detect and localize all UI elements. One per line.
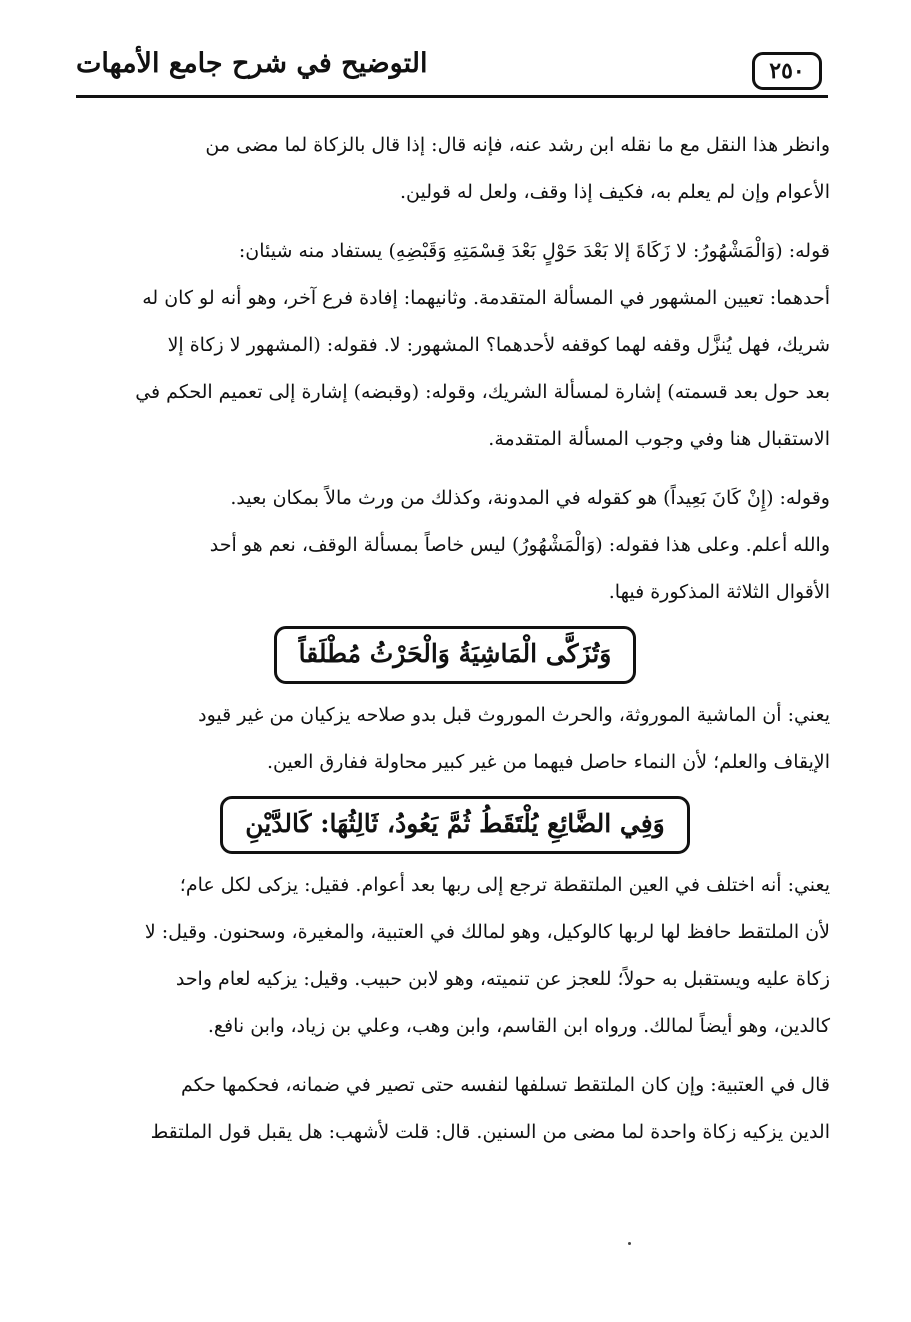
page-body: [80, 122, 830, 1156]
text-line: قال في العتبية: وإن كان الملتقط تسلفها لنفسه حتى تصير في ضمانه، فحكمها حكم: [181, 1074, 830, 1096]
text-line: وقوله: (إِنْ كَانَ بَعِيداً) هو كقوله في المدونة، وكذلك من ورث مالاً بمكان بعيد.: [230, 487, 830, 509]
text-line: يعني: أنه اختلف في العين الملتقطة ترجع إلى ربها بعد أعوام. فقيل: يزكى لكل عام؛: [179, 874, 830, 896]
text-line: زكاة عليه ويستقبل به حولاً؛ للعجز عن تنميته، وهو لابن حبيب. وقيل: يزكيه لعام واحد: [175, 968, 830, 990]
paragraph-1: [80, 122, 830, 216]
text-line: يعني: أن الماشية الموروثة، والحرث الموروث قبل بدو صلاحه يزكيان من غير قيود: [198, 704, 830, 726]
text-line: الأعوام وإن لم يعلم به، فكيف إذا وقف، ولعل له قولين.: [399, 181, 830, 203]
paragraph-3: [80, 475, 830, 616]
paragraph-4: [80, 692, 830, 786]
page-number: ٢٥٠: [752, 52, 822, 90]
text-line: شريك، فهل يُنزَّل وقفه لهما كوقفه لأحدهما؟ المشهور: لا. فقوله: (المشهور لا زكاة إلا: [167, 334, 830, 356]
text-line: بعد حول بعد قسمته) إشارة لمسألة الشريك، وقوله: (وقبضه) إشارة إلى تعميم الحكم في: [135, 381, 830, 403]
paragraph-6: [80, 1062, 830, 1156]
text-line: كالدين، وهو أيضاً لمالك. ورواه ابن القاسم، وابن وهب، وعلي بن زياد، وابن نافع.: [207, 1015, 830, 1037]
paragraph-5: [80, 862, 830, 1050]
text-line: وانظر هذا النقل مع ما نقله ابن رشد عنه، فإنه قال: إذا قال بالزكاة لما مضى من: [205, 134, 830, 156]
scan-speck: [628, 1242, 631, 1245]
text-line: الإيقاف والعلم؛ لأن النماء حاصل فيهما من غير كبير محاولة ففارق العين.: [266, 751, 830, 773]
header-rule: [76, 95, 828, 98]
text-line: أحدهما: تعيين المشهور في المسألة المتقدمة. وثانيهما: إفادة فرع آخر، وهو أنه لو كان له: [142, 287, 830, 309]
text-line: لأن الملتقط حافظ لها لربها كالوكيل، وهو لمالك في العتبية، والمغيرة، وسحنون. وقيل: لا: [144, 921, 830, 943]
matn-heading-2: وَفِي الضَّائِعِ يُلْتَقَطُ ثُمَّ يَعُودُ، ثَالِثُهَا: كَالدَّيْنِ: [220, 796, 689, 854]
matn-container-2: [80, 796, 830, 854]
matn-container-1: [80, 626, 830, 684]
matn-heading-1: وَتُزَكَّى الْمَاشِيَةُ وَالْحَرْثُ مُطْلَقاً: [274, 626, 637, 684]
paragraph-2: [80, 228, 830, 463]
text-line: قوله: (وَالْمَشْهُورُ: لا زَكَاةَ إلا بَعْدَ حَوْلٍ بَعْدَ قِسْمَتِهِ وَقَبْضِهِ) يستفاد منه شيئان:: [238, 240, 830, 262]
text-line: الاستقبال هنا وفي وجوب المسألة المتقدمة.: [488, 428, 830, 450]
book-title: التوضيح في شرح جامع الأمهات: [76, 48, 428, 79]
text-line: الأقوال الثلاثة المذكورة فيها.: [608, 581, 830, 603]
text-line: الدين يزكيه زكاة واحدة لما مضى من السنين. قال: قلت لأشهب: هل يقبل قول الملتقط: [150, 1121, 830, 1143]
page-header: [76, 46, 828, 98]
text-line: والله أعلم. وعلى هذا فقوله: (وَالْمَشْهُورُ) ليس خاصاً بمسألة الوقف، نعم هو أحد: [209, 534, 830, 556]
